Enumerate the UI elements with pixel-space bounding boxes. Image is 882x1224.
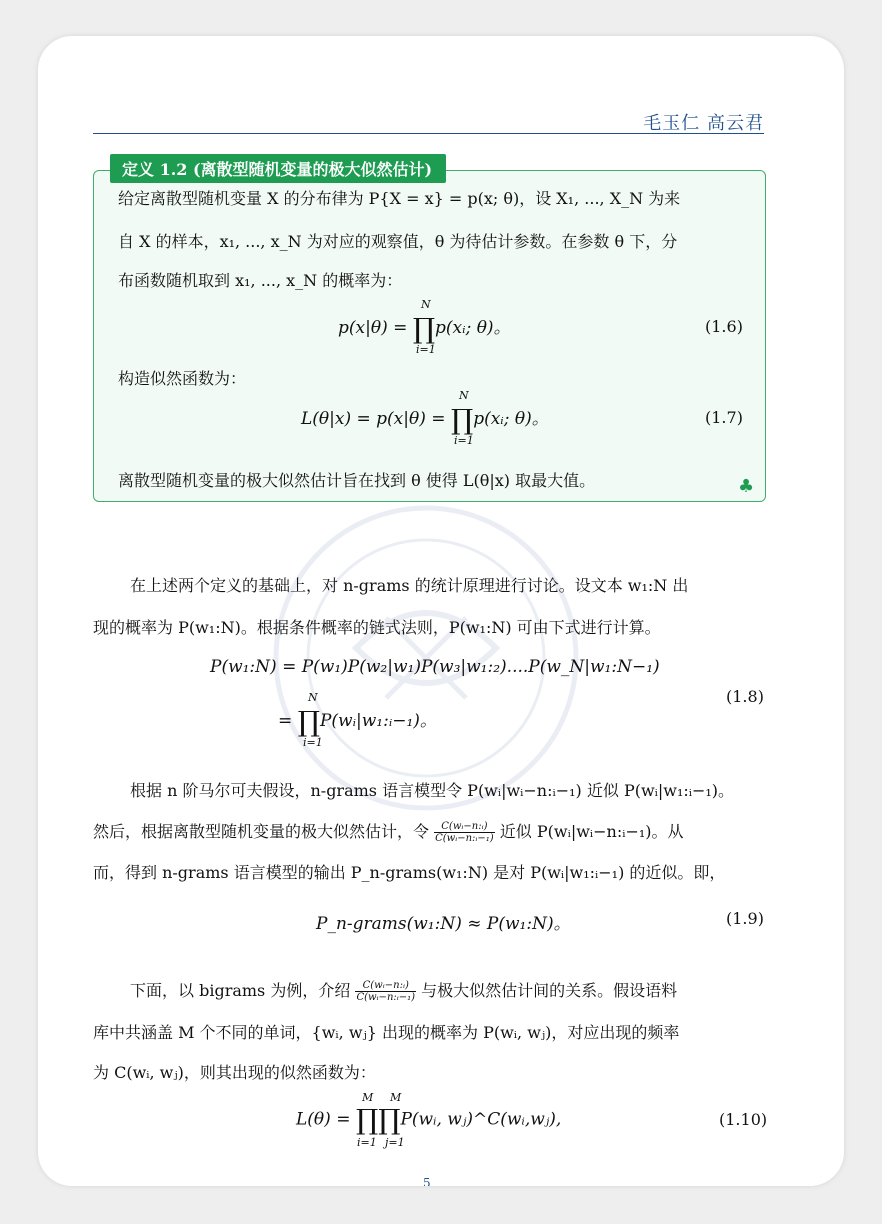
equation-1-6 (338, 313, 511, 343)
paragraph-1-line-1: 在上述两个定义的基础上，对 n-grams 的统计原理进行讨论。设文本 w₁:N 出 (130, 576, 689, 595)
equation-1-6-upper: N (421, 298, 431, 311)
product-symbol-icon: ∏ (450, 402, 474, 436)
fraction-denominator: C(wᵢ−n:ᵢ−₁) (356, 992, 416, 1003)
equation-1-6-rhs: p(xᵢ; θ)。 (435, 318, 511, 338)
equation-1-7 (301, 404, 549, 434)
paragraph-2-line-2-b: 近似 P(wᵢ|wᵢ−n:ᵢ−₁)。从 (494, 822, 684, 841)
fraction-numerator: C(wᵢ−n:ᵢ) (355, 980, 416, 992)
fraction (434, 821, 495, 844)
equation-1-10-upper-1: M (362, 1091, 374, 1104)
definition-title: 定义 1.2 (离散型随机变量的极大似然估计) (110, 154, 446, 183)
equation-1-7-lhs: L(θ|x) = p(x|θ) = (301, 409, 451, 429)
document-page (38, 36, 844, 1186)
definition-line-5: 离散型随机变量的极大似然估计旨在找到 θ 使得 L(θ|x) 取最大值。 (118, 471, 596, 490)
equation-1-8-line-2 (278, 706, 437, 736)
equation-1-6-lower: i=1 (416, 343, 436, 356)
equation-1-8-lower: i=1 (303, 736, 323, 749)
equation-1-7-number: (1.7) (705, 408, 743, 427)
equation-1-10 (296, 1103, 562, 1136)
definition-line-2: 自 X 的样本，x₁, ..., x_N 为对应的观察值，θ 为待估计参数。在参数 θ 下，分 (118, 232, 678, 251)
fraction-denominator: C(wᵢ−n:ᵢ−₁) (435, 833, 494, 844)
fraction-numerator: C(wᵢ−n:ᵢ) (434, 821, 495, 833)
product-symbol-icon: ∏ (355, 1103, 379, 1136)
equation-1-8-eq-sign: = (278, 711, 298, 731)
equation-1-10-lhs: L(θ) = (296, 1109, 356, 1130)
club-end-mark-icon: ♣ (738, 476, 755, 497)
equation-1-10-lower-2: j=1 (385, 1136, 405, 1149)
equation-1-8-line-1: P(w₁:N) = P(w₁)P(w₂|w₁)P(w₃|w₁:₂)....P(w_N|w₁:N−₁) (210, 657, 660, 677)
equation-1-8-number: (1.8) (726, 687, 764, 706)
definition-line-1: 给定离散型随机变量 X 的分布律为 P{X = x} = p(x; θ)，设 X₁, ..., X_N 为来 (118, 189, 681, 208)
equation-1-7-lower: i=1 (454, 434, 474, 447)
equation-1-9-number: (1.9) (726, 909, 764, 928)
paragraph-3-line-1-a: 下面，以 bigrams 为例，介绍 (130, 981, 356, 1000)
equation-1-6-lhs: p(x|θ) = (338, 318, 413, 338)
paragraph-2-line-2 (93, 819, 684, 844)
product-symbol-icon: ∏ (378, 1103, 401, 1136)
definition-line-3: 布函数随机取到 x₁, ..., x_N 的概率为： (118, 271, 403, 290)
paragraph-3-line-1-b: 与极大似然估计间的关系。假设语料 (416, 981, 678, 1000)
paragraph-2-line-3: 而，得到 n-grams 语言模型的输出 P_n-grams(w₁:N) 是对 P(wᵢ|w₁:ᵢ−₁) 的近似。即， (93, 863, 726, 882)
paragraph-2-line-1: 根据 n 阶马尔可夫假设，n-grams 语言模型令 P(wᵢ|wᵢ−n:ᵢ−₁) 近似 P(wᵢ|w₁:ᵢ−₁)。 (130, 781, 735, 800)
equation-1-10-rhs: P(wᵢ, wⱼ)^C(wᵢ,wⱼ), (400, 1109, 562, 1130)
equation-1-10-lower-1: i=1 (357, 1136, 377, 1149)
definition-line-4: 构造似然函数为： (118, 369, 247, 388)
paragraph-3-line-2: 库中共涵盖 M 个不同的单词，{wᵢ, wⱼ} 出现的概率为 P(wᵢ, wⱼ)，对应出现的频率 (93, 1023, 680, 1042)
equation-1-6-number: (1.6) (705, 317, 743, 336)
fraction (355, 980, 416, 1003)
header-author: 毛玉仁 高云君 (643, 113, 764, 134)
page-number: 5 (423, 1176, 431, 1186)
equation-1-10-upper-2: M (390, 1091, 402, 1104)
equation-1-7-rhs: p(xᵢ; θ)。 (473, 409, 549, 429)
equation-1-7-upper: N (459, 389, 469, 402)
equation-1-9: P_n-grams(w₁:N) ≈ P(w₁:N)。 (316, 914, 571, 934)
paragraph-1-line-2: 现的概率为 P(w₁:N)。根据条件概率的链式法则，P(w₁:N) 可由下式进行计算。 (93, 618, 661, 637)
paragraph-3-line-1 (130, 978, 677, 1003)
paragraph-3-line-3: 为 C(wᵢ, wⱼ)，则其出现的似然函数为： (93, 1063, 376, 1082)
product-symbol-icon: ∏ (412, 311, 436, 345)
equation-1-8-upper: N (308, 691, 318, 704)
paragraph-2-line-2-a: 然后，根据离散型随机变量的极大似然估计，令 (93, 822, 435, 841)
equation-1-10-number: (1.10) (719, 1110, 768, 1129)
product-symbol-icon: ∏ (297, 704, 320, 738)
header-rule (93, 133, 764, 134)
equation-1-8-rhs: P(wᵢ|w₁:ᵢ−₁)。 (319, 711, 437, 731)
